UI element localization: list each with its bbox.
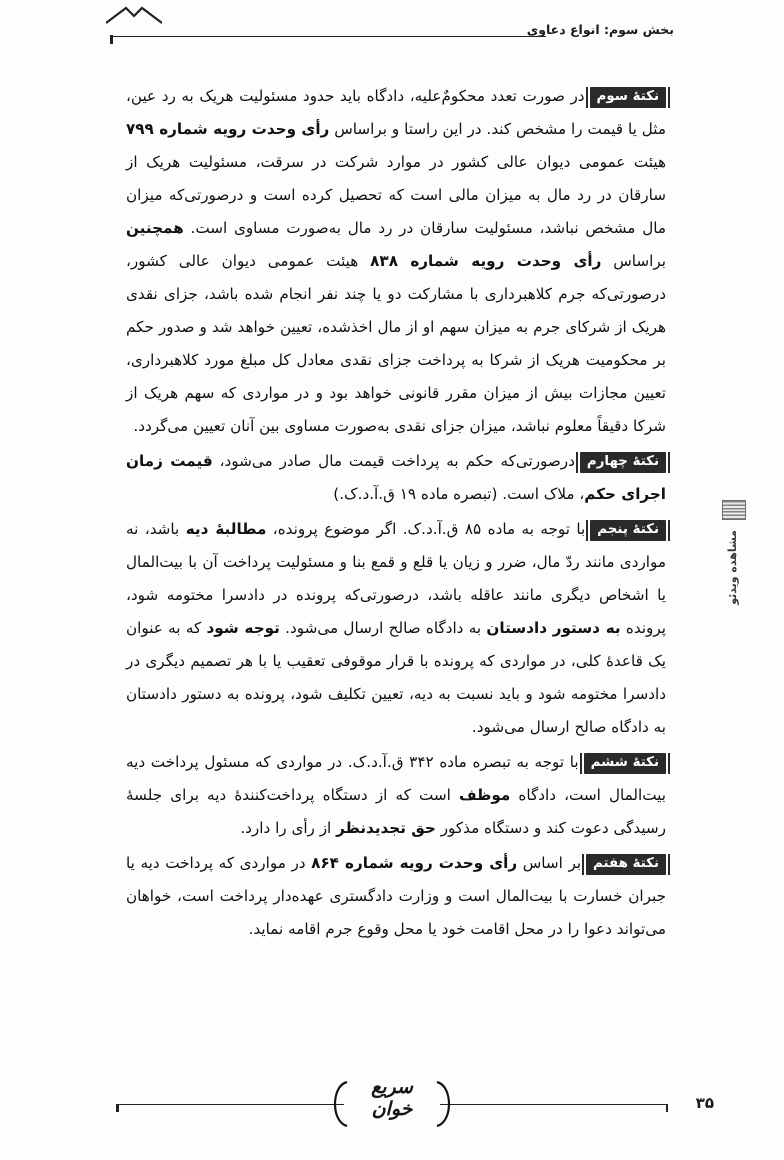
note-text-3: در صورت تعدد محکومٌ‌علیه، دادگاه باید حدود مسئولیت هریک به رد عین، مثل یا قیمت را مشخص کند. در این راستا و براساس رأی وحدت رویه شماره ۷۹۹ هیئت عمومی دیوان عالی کشور در موارد شرکت در سرقت، مسئولیت هریک از سارقان در رد مال به میزان مالی است که تحصیل کرده است و درصورتی‌که میزان مال مشخص نباشد، مسئولیت سارقان در رد مال به‌صورت مساوی است. همچنین براساس رأی وحدت رویه شماره ۸۳۸ هیئت عمومی دیوان عالی کشور، درصورتی‌که جرم کلاهبرداری با مشارکت دو یا چند نفر انجام شده باشد، جزای نقدی هریک از شرکای جرم به میزان سهم او از مال اخذشده، تعیین خواهد شد و صدور حکم بر محکومیت هریک از شرکا به پرداخت جزای نقدی معادل کل مبلغ مورد کلاهبرداری، تعیین مجازات بیش از میزان مقرر قانونی خواهد بود و در مواردی که سهم هریک از شرکا دقیقاً معلوم نباشد، میزان جزای نقدی به‌صورت مساوی بین آنان تعیین می‌گردد. (126, 87, 666, 435)
note-text-4: درصورتی‌که حکم به پرداخت قیمت مال صادر می‌شود، قیمت زمان اجرای حکم، ملاک است. (تبصره ماده ۱۹ ق.آ.د.ک.) (126, 452, 666, 503)
video-margin-tab[interactable] (722, 500, 748, 690)
note-label-4: نکتۀ چهارم (580, 452, 666, 473)
note-paragraph-4 (126, 445, 666, 511)
logo-bracket-ornament-icon (317, 1076, 467, 1132)
note-paragraph-3 (126, 80, 666, 443)
page-number: ۳۵ (695, 1094, 714, 1112)
page-header (110, 18, 674, 58)
footer-rule-left (116, 1104, 344, 1105)
video-margin-tab-label: مشاهده ویدئو (726, 530, 739, 605)
note-paragraph-7 (126, 847, 666, 946)
note-label-7: نکتۀ هفتم (586, 854, 666, 875)
note-text-5: با توجه به ماده ۸۵ ق.آ.د.ک. اگر موضوع پرونده، مطالبۀ دیه باشد، نه مواردی مانند ردّ مال، ضرر و زیان یا قلع و قمع بنا و مسئولیت پرداخت آن با بیت‌المال یا اشخاص دیگری مانند عاقله باشد، درصورتی‌که پرونده در دادسرا مختومه شود، پرونده به دستور دادستان به دادگاه صالح ارسال می‌شود. توجه شود که به عنوان یک قاعدۀ کلی، در مواردی که پرونده با قرار موقوفی تعقیب یا با هر تصمیم دیگری در دادسرا مختومه شود و باید نسبت به دیه، تعیین تکلیف شود، پرونده به دستور دادستان به دادگاه صالح ارسال می‌شود. (126, 520, 666, 736)
note-paragraph-6 (126, 746, 666, 845)
note-label-5: نکتۀ پنجم (590, 520, 666, 541)
logo-line-1: سریع (371, 1076, 413, 1098)
page-footer (70, 1074, 714, 1134)
document-body (126, 80, 666, 948)
publisher-logo (317, 1076, 467, 1132)
header-peak-ornament-icon (106, 4, 162, 24)
footer-rule-right (440, 1104, 668, 1105)
note-paragraph-5 (126, 513, 666, 744)
header-divider-rule (110, 36, 546, 37)
note-text-7: بر اساس رأی وحدت رویه شماره ۸۶۴ در مواردی که پرداخت دیه یا جبران خسارت با بیت‌المال است و وزارت دادگستری عهده‌دار پرداخت است، خواهان می‌تواند دعوا را در محل اقامت خود یا محل وقوع جرم اقامه نماید. (126, 854, 666, 938)
film-strip-icon (722, 500, 746, 520)
note-text-6: با توجه به تبصره ماده ۳۴۲ ق.آ.د.ک. در مواردی که مسئول پرداخت دیه بیت‌المال است، دادگاه موظف است که از دستگاه پرداخت‌کنندۀ دیه برای جلسۀ رسیدگی دعوت کند و دستگاه مذکور حق تجدیدنظر از رأی را دارد. (126, 753, 666, 837)
note-label-6: نکتۀ ششم (584, 753, 666, 774)
header-section-title: بخش سوم: انواع دعاوی (526, 22, 674, 37)
logo-line-2: خوان (371, 1098, 413, 1120)
note-label-3: نکتۀ سوم (590, 87, 666, 108)
